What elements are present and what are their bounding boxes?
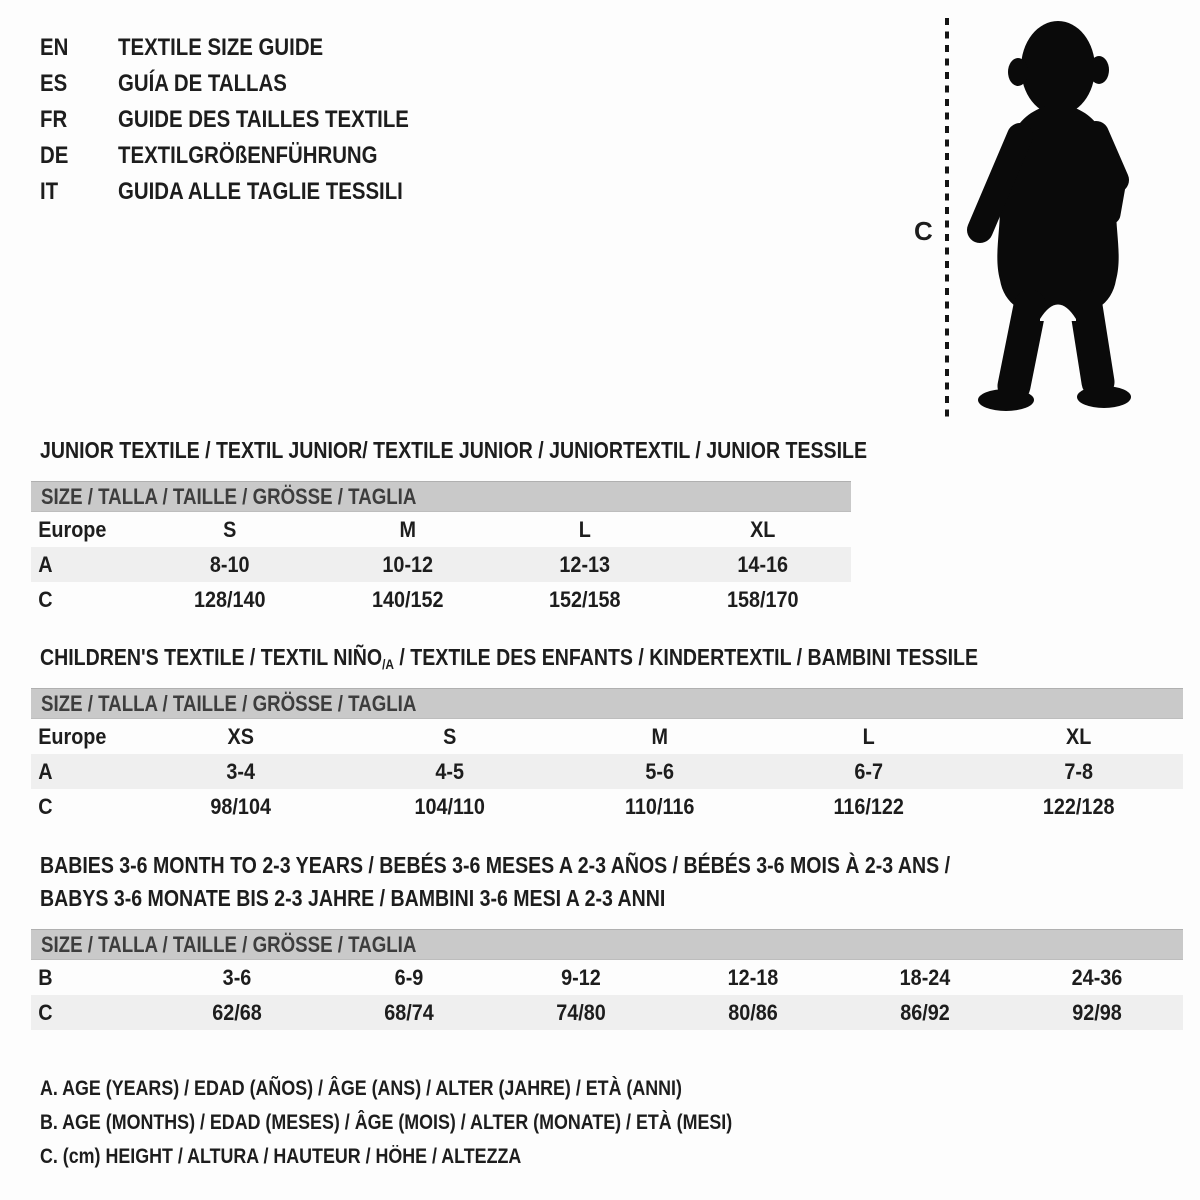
measure-label-c: C: [914, 216, 933, 246]
table-cell: 24-36: [1071, 964, 1123, 990]
section-title-babies: [40, 852, 1111, 912]
size-header-label: SIZE / TALLA / TAILLE / GRÖSSE / TAGLIA: [41, 931, 417, 957]
lang-label: GUIDA ALLE TAGLIE TESSILI: [118, 178, 403, 205]
lang-code-text: FR: [40, 106, 68, 133]
table-cell: 6-9: [394, 964, 424, 990]
size-header-bar: [31, 929, 1183, 960]
legend-line-a: [40, 1072, 854, 1106]
legend-text: A. AGE (YEARS) / EDAD (AÑOS) / ÂGE (ANS) / ALTER (JAHRE) / ETÀ (ANNI): [40, 1077, 682, 1100]
table-row-age: [31, 547, 851, 582]
lang-row-de: [40, 138, 460, 174]
lang-code-text: EN: [40, 34, 69, 61]
lang-code-text: DE: [40, 142, 69, 169]
table-cell: 8-10: [209, 551, 250, 577]
column-header-size: M: [651, 723, 668, 749]
babies-size-table: [31, 929, 1183, 1030]
table-cell: 92/98: [1072, 999, 1122, 1025]
column-header-size: L: [578, 516, 591, 542]
legend-line-b: [40, 1106, 854, 1140]
lang-code-text: ES: [40, 70, 68, 97]
table-cell: 140/152: [371, 586, 444, 612]
lang-row-fr: [40, 102, 460, 138]
table-cell: 128/140: [193, 586, 266, 612]
table-header-row: [31, 719, 1183, 754]
legend-line-c: [40, 1140, 854, 1174]
table-header-row: [31, 512, 851, 547]
column-header-size: XL: [1065, 723, 1091, 749]
size-header-bar: [31, 688, 1183, 719]
language-legend: [40, 30, 460, 210]
column-header-size: XL: [749, 516, 775, 542]
section-title-text-line2: BABYS 3-6 MONATE BIS 2-3 JAHRE / BAMBINI 3-6 MESI A 2-3 ANNI: [40, 885, 666, 911]
table-cell: 158/170: [726, 586, 799, 612]
table-row-age-months: [31, 960, 1183, 995]
size-header-label: SIZE / TALLA / TAILLE / GRÖSSE / TAGLIA: [41, 690, 417, 716]
table-cell: 104/110: [414, 793, 486, 819]
row-label-cell: C: [38, 999, 53, 1025]
lang-code: [40, 34, 118, 62]
toddler-silhouette-icon: [964, 18, 1136, 418]
column-header-region: Europe: [38, 516, 107, 542]
size-header-label: SIZE / TALLA / TAILLE / GRÖSSE / TAGLIA: [41, 483, 417, 509]
lang-label: TEXTILE SIZE GUIDE: [118, 34, 324, 61]
height-measure-line: [944, 18, 950, 420]
row-label-cell: A: [38, 551, 53, 577]
column-header-region: Europe: [38, 723, 107, 749]
lang-code: [40, 106, 118, 134]
column-header-size: L: [862, 723, 875, 749]
section-title-text: JUNIOR TEXTILE / TEXTIL JUNIOR/ TEXTILE JUNIOR / JUNIORTEXTIL / JUNIOR TESSILE: [40, 437, 868, 463]
table-cell: 62/68: [212, 999, 262, 1025]
lang-row-en: [40, 30, 460, 66]
table-row-height: [31, 995, 1183, 1030]
section-title-junior: [40, 437, 1013, 464]
row-label-cell: B: [38, 964, 53, 990]
table-row-age: [31, 754, 1183, 789]
section-title-text-line1: BABIES 3-6 MONTH TO 2-3 YEARS / BEBÉS 3-6 MESES A 2-3 AÑOS / BÉBÉS 3-6 MOIS À 2-3 ANS /: [40, 852, 951, 878]
legend-text: C. (cm) HEIGHT / ALTURA / HAUTEUR / HÖHE / ALTEZZA: [40, 1145, 522, 1168]
lang-row-it: [40, 174, 460, 210]
row-label-cell: C: [38, 586, 53, 612]
size-header-bar: [31, 481, 851, 512]
table-cell: 18-24: [899, 964, 951, 990]
column-header-size: M: [398, 516, 416, 542]
table-cell: 116/122: [833, 793, 905, 819]
table-cell: 3-4: [226, 758, 256, 784]
table-cell: 6-7: [854, 758, 884, 784]
table-cell: 74/80: [556, 999, 606, 1025]
table-cell: 68/74: [384, 999, 434, 1025]
table-cell: 4-5: [435, 758, 465, 784]
column-header-size: S: [443, 723, 457, 749]
section-title-children: [40, 644, 1144, 674]
table-cell: 7-8: [1063, 758, 1093, 784]
table-cell: 110/116: [624, 793, 695, 819]
table-cell: 86/92: [900, 999, 950, 1025]
lang-code: [40, 142, 118, 170]
table-cell: 12-13: [559, 551, 611, 577]
title-subscript: /A: [382, 656, 394, 672]
table-row-height: [31, 789, 1183, 824]
lang-label: TEXTILGRÖßENFÜHRUNG: [118, 142, 378, 169]
column-header-size: XS: [227, 723, 254, 749]
table-cell: 122/128: [1042, 793, 1115, 819]
table-cell: 9-12: [561, 964, 601, 990]
table-cell: 80/86: [728, 999, 778, 1025]
lang-label: GUÍA DE TALLAS: [118, 70, 287, 97]
children-size-table: [31, 688, 1183, 824]
legend-text: B. AGE (MONTHS) / EDAD (MESES) / ÂGE (MOIS) / ALTER (MONATE) / ETÀ (MESI): [40, 1111, 733, 1134]
table-cell: 12-18: [727, 964, 779, 990]
lang-code-text: IT: [40, 178, 59, 205]
measurement-legend: [40, 1072, 854, 1174]
table-cell: 14-16: [736, 551, 788, 577]
section-title-text: CHILDREN'S TEXTILE / TEXTIL NIÑO/A / TEXTILE DES ENFANTS / KINDERTEXTIL / BAMBINI TESSILE: [40, 644, 979, 672]
table-cell: 5-6: [645, 758, 674, 784]
height-measure-figure: [900, 16, 1190, 422]
lang-code: [40, 178, 118, 206]
junior-size-table: [31, 481, 851, 617]
lang-label: GUIDE DES TAILLES TEXTILE: [118, 106, 409, 133]
table-cell: 98/104: [210, 793, 271, 819]
column-header-size: S: [223, 516, 237, 542]
lang-code: [40, 70, 118, 98]
table-cell: 152/158: [548, 586, 621, 612]
table-row-height: [31, 582, 851, 617]
row-label-cell: C: [38, 793, 53, 819]
table-cell: 3-6: [222, 964, 252, 990]
row-label-cell: A: [38, 758, 53, 784]
lang-row-es: [40, 66, 460, 102]
table-cell: 10-12: [381, 551, 433, 577]
